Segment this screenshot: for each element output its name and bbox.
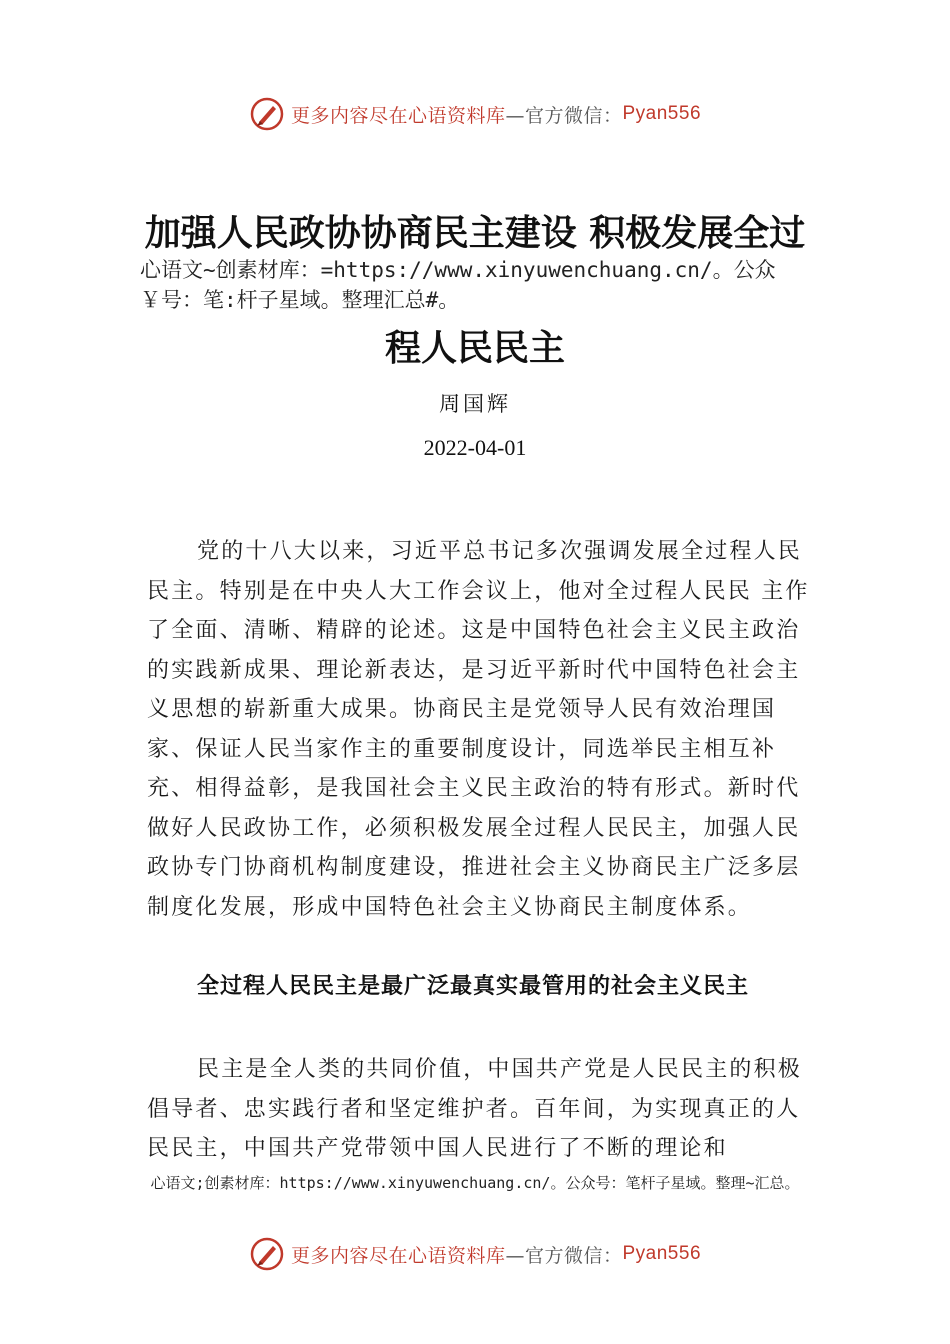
pen-logo-icon [249,96,285,132]
banner-main-text: 更多内容尽在心语资料库 [290,104,506,127]
banner-separator: —官方微信： [505,104,623,127]
pen-logo-icon [249,1236,285,1272]
document-title-line1: 加强人民政协协商民主建设 积极发展全过 [144,212,806,254]
footer-banner [0,1236,950,1272]
header-banner [0,96,950,132]
banner-handle: Pyan556 [622,1243,702,1264]
banner-main-text: 更多内容尽在心语资料库 [290,1244,506,1267]
paragraph-1: 党的十八大以来，习近平总书记多次强调发展全过程人民民主。特别是在中央人大工作会议上，他对全过程人民民 主作了全面、清晰、精辟的论述。这是中国特色社会主义民主政治的实践新成果、理论新表达，是习近平新时代中国特色社会主义思想的崭新重大成果。协商民主是党领导人民有效治理国家、保证人民当家作主的重要制度设计，同选举民主相互补充、相得益彰，是我国社会主义民主政治的特有形式。新时代做好人民政协工作，必须积极发展全过程人民民主，加强人民政协专门协商机构制度建设，推进社会主义协商民主广泛多层制度化发展，形成中国特色社会主义协商民主制度体系。 [147,539,810,920]
banner-handle: Pyan556 [622,103,702,124]
author: 周国辉 [439,392,511,416]
publish-date: 2022-04-01 [423,435,527,460]
document-title-line2: 程人民民主 [384,327,565,369]
footer-watermark: 心语文;创素材库：https://www.xinyuwenchuang.cn/。公众号：笔杆子星域。整理~汇总。 [150,1174,800,1192]
paragraph-2: 民主是全人类的共同价值，中国共产党是人民民主的积极倡导者、忠实践行者和坚定维护者。百年间，为实现真正的人民民主，中国共产党带领中国人民进行了不断的理论和 [147,1057,803,1161]
inline-watermark: 心语文~创素材库：=https://www.xinyuwenchuang.cn/。公众￥号：笔:杆子星域。整理汇总#。 [140,258,776,312]
banner-separator: —官方微信： [505,1244,623,1267]
section-heading-1: 全过程人民民主是最广泛最真实最管用的社会主义民主 [197,974,750,999]
